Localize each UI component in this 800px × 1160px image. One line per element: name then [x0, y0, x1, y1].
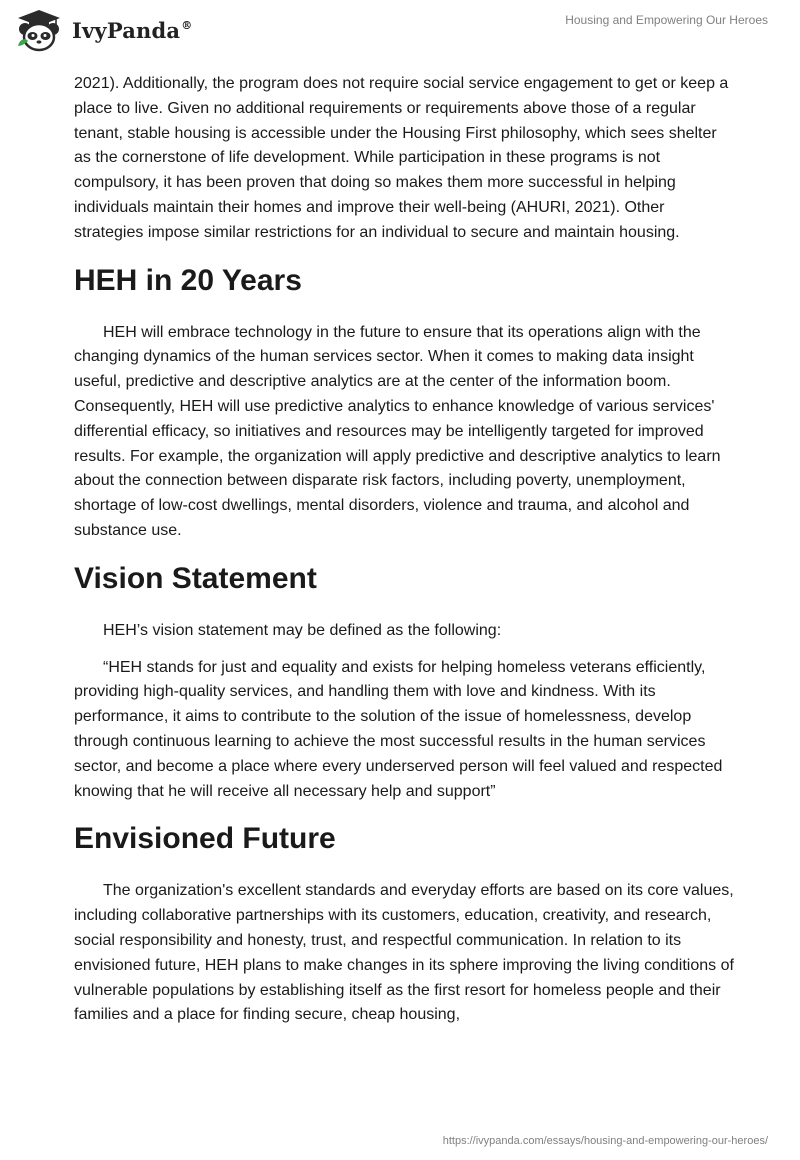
- heading-envisioned-future: Envisioned Future: [74, 822, 336, 856]
- brand-name: IvyPanda®: [72, 17, 193, 43]
- essay-content: [74, 72, 734, 1040]
- heading-vision-statement: Vision Statement: [74, 561, 317, 595]
- paragraph-technology: HEH will embrace technology in the future to ensure that its operations align with the changing dynamics of the human services sector. When it comes to making data insight useful, predictive and descriptive analytics are at the center of the information boom. Consequently, HEH will use predictive analytics to enhance knowledge of various services' differential efficacy, so initiatives and resources may be intelligently targeted for improved results. For example, the organization will apply predictive and descriptive analytics to learn about the connection between disparate risk factors, including poverty, unemployment, shortage of low-cost dwellings, mental disorders, violence and trauma, and alcohol and substance use.: [74, 323, 721, 539]
- heading-heh-in-20-years: HEH in 20 Years: [74, 263, 302, 297]
- document-title: Housing and Empowering Our Heroes: [565, 13, 768, 27]
- paragraph-housing-first: 2021). Additionally, the program does not require social service engagement to get or keep a place to live. Given no additional requirements or requirements above those of a regular tenant, stable housing is accessible under the Housing First philosophy, which sees shelter as the cornerstone of life development. While participation in these programs is not compulsory, it has been proven that doing so makes them more successful in helping individuals maintain their homes and improve their well-being (AHURI, 2021). Other strategies impose similar restrictions for an individual to secure and maintain housing.: [74, 75, 729, 241]
- ivypanda-logo[interactable]: [14, 8, 192, 52]
- paragraph-envisioned-future: The organization's excellent standards and everyday efforts are based on its core values, including collaborative partnerships with its customers, education, creativity, and research, social responsibility and honesty, trust, and respectful communication. In relation to its envisioned future, HEH plans to make changes in its sphere improving the living conditions of vulnerable populations by establishing itself as the first resort for homeless people and their families and a place for finding secure, cheap housing,: [74, 882, 734, 1024]
- panda-graduate-icon: [14, 8, 64, 52]
- paragraph-vision-intro: HEH’s vision statement may be defined as the following:: [103, 621, 502, 639]
- footer-url[interactable]: https://ivypanda.com/essays/housing-and-empowering-our-heroes/: [442, 1135, 768, 1147]
- page-header: [0, 0, 800, 64]
- paragraph-vision-quote: “HEH stands for just and equality and exists for helping homeless veterans efficiently, providing high-quality services, and handling them with love and kindness. With its performance, it aims to contribute to the solution of the issue of homelessness, develop through continuous learning to achieve the most successful results in the human services sector, and become a place where every underserved person will feel valued and respected knowing that he will receive all necessary help and support”: [74, 658, 723, 800]
